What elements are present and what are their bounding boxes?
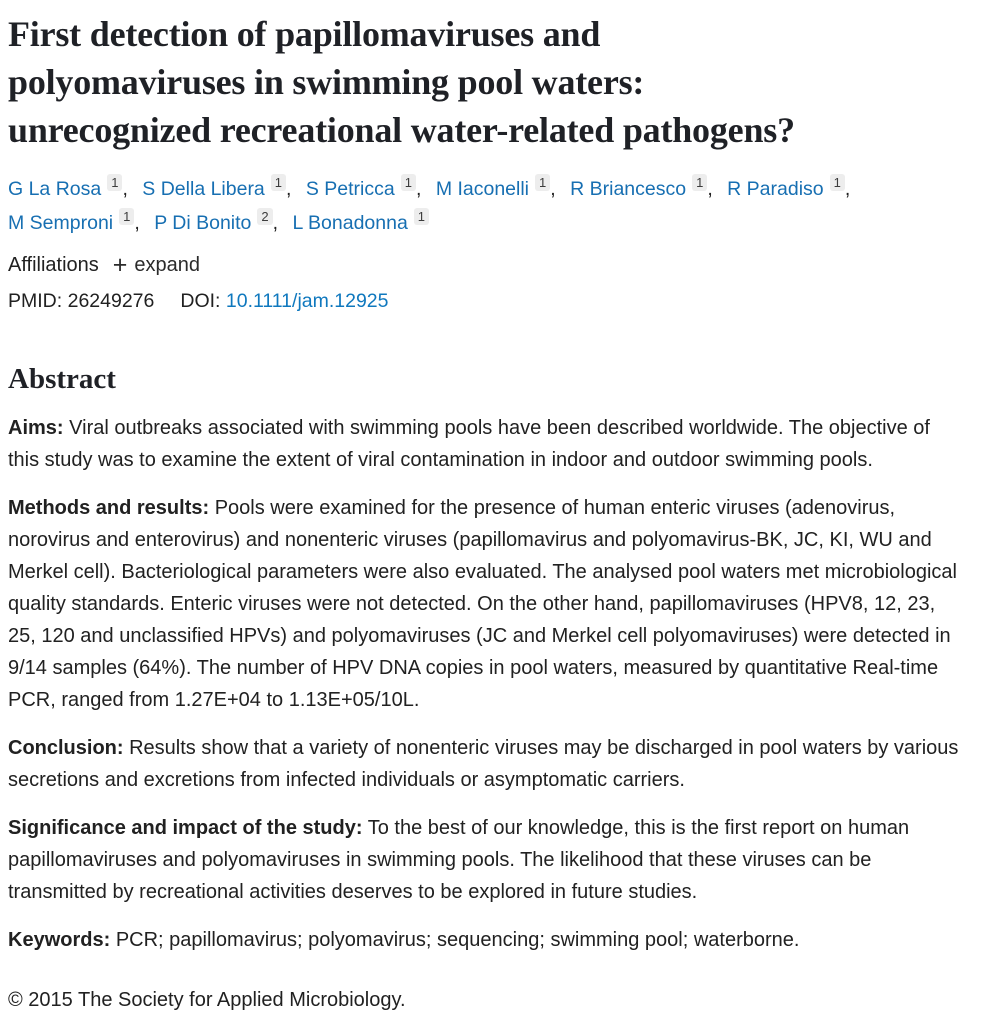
author-item — [8, 206, 140, 240]
article-title-line: polyomaviruses in swimming pool waters: — [8, 62, 645, 102]
author-link[interactable]: L Bonadonna — [292, 212, 408, 234]
pmid-value: 26249276 — [67, 290, 155, 312]
author-item — [436, 172, 556, 206]
author-item — [154, 206, 278, 240]
affiliation-superscript[interactable]: 1 — [830, 174, 845, 191]
abstract-section-text: To the best of our knowledge, this is the first report on human papillomaviruses and polyomaviruses in swimming pools. The likelihood that these viruses can be transmitted by recreational activities deserves to be explored in future studies. — [8, 817, 910, 903]
author-separator: , — [134, 212, 140, 234]
keywords-label: Keywords: — [8, 929, 111, 951]
doi-label: DOI: — [180, 290, 221, 312]
author-separator: , — [286, 178, 292, 200]
author-link[interactable]: P Di Bonito — [154, 212, 252, 234]
author-item — [306, 172, 422, 206]
abstract-section-text: Pools were examined for the presence of human enteric viruses (adenovirus, norovirus and enterovirus) and nonenteric viruses (papillomavirus and polyomavirus-BK, JC, KI, WU and Merkel cell). Bacteriological parameters were also evaluated. The analysed pool waters met microbiological quality standards. Enteric viruses were not detected. On the other hand, papillomaviruses (HPV8, 12, 23, 25, 120 and unclassified HPVs) and polyomaviruses (JC and Merkel cell polyomaviruses) were detected in 9/14 samples (64%). The number of HPV DNA copies in pool waters, measured by quantitative Real-time PCR, ranged from 1.27E+04 to 1.13E+05/10L. — [8, 497, 957, 711]
abstract-section-methods-results — [8, 492, 966, 716]
abstract-section-significance — [8, 812, 966, 908]
author-link[interactable]: S Petricca — [305, 178, 395, 200]
author-separator: , — [550, 178, 556, 200]
author-link[interactable]: R Briancesco — [570, 178, 687, 200]
abstract-section-text: Viral outbreaks associated with swimming pools have been described worldwide. The objective of this study was to examine the extent of viral contamination in indoor and outdoor swimming pools. — [8, 417, 930, 471]
affiliation-superscript[interactable]: 1 — [692, 174, 707, 191]
abstract-section-label: Aims: — [8, 417, 64, 439]
author-separator: , — [122, 178, 128, 200]
affiliation-superscript[interactable]: 1 — [119, 208, 134, 225]
doi-link[interactable]: 10.1111/jam.12925 — [225, 290, 389, 312]
abstract-section-label: Methods and results: — [8, 497, 210, 519]
article-title — [8, 10, 966, 154]
affiliations-row — [8, 250, 966, 279]
author-item — [570, 172, 713, 206]
affiliation-superscript[interactable]: 1 — [401, 174, 416, 191]
author-link[interactable]: R Paradiso — [727, 178, 824, 200]
author-link[interactable]: S Della Libera — [142, 178, 265, 200]
affiliation-superscript[interactable]: 1 — [271, 174, 286, 191]
affiliation-superscript[interactable]: 1 — [535, 174, 550, 191]
abstract-section-label: Significance and impact of the study: — [8, 817, 363, 839]
authors-list — [8, 172, 888, 240]
author-item — [292, 206, 429, 240]
abstract-heading: Abstract — [8, 363, 116, 395]
author-link[interactable]: M Iaconelli — [435, 178, 530, 200]
affiliations-label: Affiliations — [8, 254, 99, 276]
keywords-text: PCR; papillomavirus; polyomavirus; sequencing; swimming pool; waterborne. — [115, 929, 800, 951]
affiliation-superscript[interactable]: 1 — [414, 208, 429, 225]
affiliations-expand-button[interactable] — [112, 250, 201, 279]
abstract-section-aims — [8, 412, 966, 476]
copyright-notice: © 2015 The Society for Applied Microbiology. — [8, 989, 406, 1011]
author-item — [8, 172, 128, 206]
expand-label: expand — [134, 254, 201, 276]
author-separator: , — [415, 178, 422, 200]
affiliation-superscript[interactable]: 1 — [107, 174, 122, 191]
author-link[interactable]: M Semproni — [8, 212, 114, 234]
author-separator: , — [707, 178, 713, 200]
pmid-group — [8, 290, 154, 312]
author-item — [727, 172, 850, 206]
affiliation-superscript[interactable]: 2 — [257, 208, 272, 225]
author-link[interactable]: G La Rosa — [8, 178, 102, 200]
article-title-line: unrecognized recreational water-related pathogens? — [8, 110, 795, 150]
doi-group — [180, 290, 388, 312]
author-separator: , — [272, 212, 279, 234]
keywords-row — [8, 924, 966, 956]
identifiers-row — [8, 286, 966, 316]
article-title-line: First detection of papillomaviruses and — [8, 14, 601, 54]
abstract-section-label: Conclusion: — [8, 737, 124, 759]
abstract-section-conclusion — [8, 732, 966, 796]
pmid-label: PMID: — [8, 290, 63, 312]
author-separator: , — [844, 178, 851, 200]
plus-icon: + — [112, 250, 128, 279]
author-item — [142, 172, 291, 206]
abstract-section-text: Results show that a variety of nonenteric viruses may be discharged in pool waters by various secretions and excretions from infected individuals or asymptomatic carriers. — [8, 737, 959, 791]
